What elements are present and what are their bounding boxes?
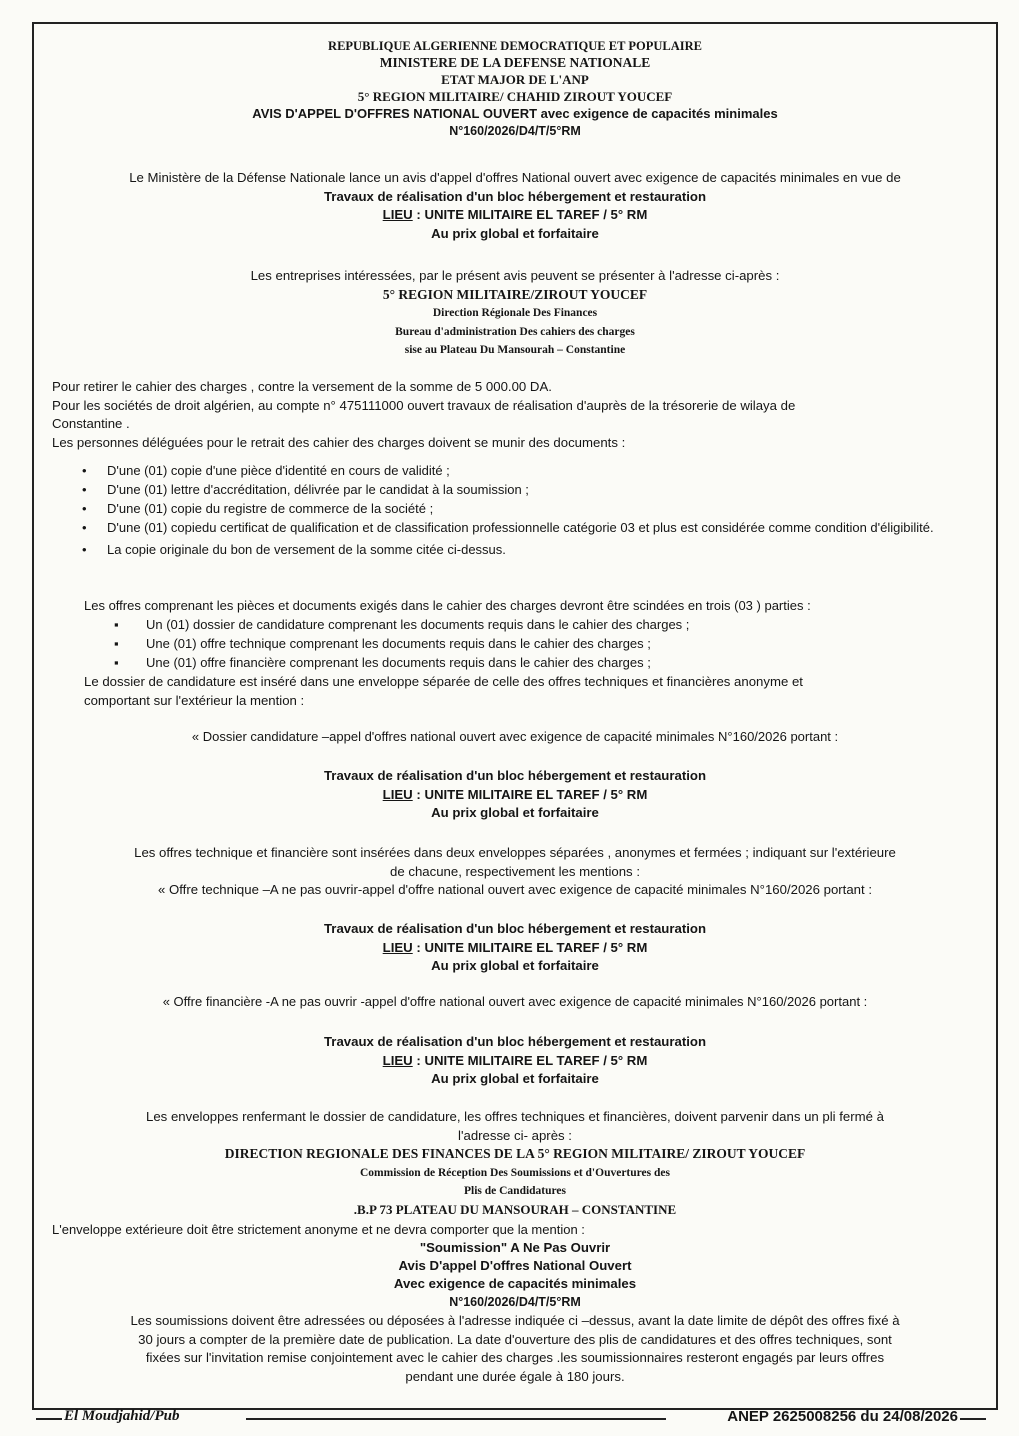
project-location bbox=[50, 1052, 980, 1071]
offers-list bbox=[52, 615, 982, 672]
footer-publication: El Moudjahid/Pub bbox=[64, 1408, 180, 1424]
footer-rule-left bbox=[36, 1418, 62, 1420]
project-lieu-value: : UNITE MILITAIRE EL TAREF / 5° RM bbox=[412, 939, 648, 955]
closing-line-3: fixées sur l'invitation remise conjointement avec le cahier des charges .les soumissionnaires resteront engagés par leurs offres bbox=[145, 1350, 885, 1365]
address-site: sise au Plateau Du Mansourah – Constantine bbox=[404, 344, 626, 356]
payment-paragraph bbox=[52, 378, 982, 452]
technical-offer-mention: « Offre technique –A ne pas ouvrir-appel d'offre national ouvert avec exigence de capacité minimales N°160/2026 portant : bbox=[157, 882, 872, 897]
delivery-line-1: Les enveloppes renfermant le dossier de candidature, les offres techniques et financières, doivent parvenir dans un pli fermé à bbox=[146, 1109, 884, 1124]
envelopes-line-1: Les offres technique et financière sont insérées dans deux enveloppes séparées , anonymes et fermées ; indiquant sur l'extérieure bbox=[134, 845, 896, 860]
address-direction: Direction Régionale Des Finances bbox=[432, 307, 598, 319]
mention-avis: Avis D'appel D'offres National Ouvert bbox=[398, 1258, 632, 1273]
financial-offer-mention: « Offre financière -A ne pas ouvrir -appel d'offre national ouvert avec exigence de capacité minimales N°160/2026 portant : bbox=[162, 994, 868, 1009]
header-ministry: MINISTERE DE LA DEFENSE NATIONALE bbox=[379, 55, 651, 70]
project-block-financial bbox=[50, 1033, 980, 1089]
header-notice-title: AVIS D'APPEL D'OFFRES NATIONAL OUVERT avec exigence de capacités minimales bbox=[252, 106, 778, 121]
document-item: • La copie originale du bon de versement de la somme citée ci-dessus. bbox=[52, 540, 982, 559]
address-intro: Les entreprises intéressées, par le présent avis peuvent se présenter à l'adresse ci-après : bbox=[250, 268, 780, 283]
project-location bbox=[50, 939, 980, 958]
document-item: • D'une (01) copie d'une pièce d'identité en cours de validité ; bbox=[52, 461, 982, 480]
closing-line-1: Les soumissions doivent être adressées ou déposées à l'adresse indiquée ci –dessus, avant la date limite de dépôt des offres fixé à bbox=[130, 1313, 900, 1328]
address-bureau: Bureau d'administration Des cahiers des charges bbox=[395, 325, 635, 338]
project-price: Au prix global et forfaitaire bbox=[431, 805, 599, 820]
document-item: • D'une (01) lettre d'accréditation, délivrée par le candidat à la soumission ; bbox=[52, 480, 982, 499]
dossier-instructions bbox=[84, 673, 974, 710]
project-lieu-label: LIEU bbox=[382, 939, 413, 955]
header bbox=[50, 38, 980, 140]
payment-account: Pour les sociétés de droit algérien, au compte n° 475111000 ouvert travaux de réalisation d'auprès de la trésorerie de wilaya de bbox=[52, 397, 796, 413]
project-block-dossier bbox=[50, 767, 980, 823]
header-notice-number: N°160/2026/D4/T/5°RM bbox=[449, 124, 581, 138]
closing-line-2: 30 jours a compter de la première date de publication. La date d'ouverture des plis de candidatures et des offres techniques, sont bbox=[138, 1331, 892, 1347]
project-location bbox=[50, 786, 980, 805]
intro bbox=[50, 169, 980, 243]
dossier-line-1: Le dossier de candidature est inséré dans une enveloppe séparée de celle des offres techniques et financières anonyme et bbox=[84, 674, 803, 689]
delivery-block bbox=[50, 1108, 980, 1219]
project-title: Travaux de réalisation d'un bloc hébergement et restauration bbox=[323, 768, 706, 783]
footer bbox=[36, 1408, 986, 1428]
document-item: • D'une (01) copie du registre de commerce de la société ; bbox=[52, 499, 982, 518]
outer-envelope-mention bbox=[50, 1239, 980, 1311]
mention-number: N°160/2026/D4/T/5°RM bbox=[449, 1295, 581, 1309]
address-region: 5° REGION MILITAIRE/ZIROUT YOUCEF bbox=[382, 286, 648, 302]
header-staff: ETAT MAJOR DE L'ANP bbox=[441, 72, 589, 87]
footer-anep-reference: ANEP 2625008256 du 24/08/2026 bbox=[727, 1408, 958, 1425]
outer-envelope-instructions: L'enveloppe extérieure doit être strictement anonyme et ne devra comporter que la mention : bbox=[52, 1222, 585, 1237]
envelopes-line-2: de chacune, respectivement les mentions : bbox=[390, 863, 640, 879]
intro-lieu-value: : UNITE MILITAIRE EL TAREF / 5° RM bbox=[412, 207, 648, 222]
project-lieu-label: LIEU bbox=[382, 786, 413, 802]
envelopes-instructions bbox=[50, 844, 980, 900]
document-item: • D'une (01) copiedu certificat de qualification et de classification professionnelle catégorie 03 et plus est considérée comme condition d'éligibilité. bbox=[52, 518, 982, 537]
offer-item: ▪ Un (01) dossier de candidature comprenant les documents requis dans le cahier des charges ; bbox=[52, 615, 982, 634]
header-region: 5° REGION MILITAIRE/ CHAHID ZIROUT YOUCEF bbox=[357, 89, 673, 104]
project-block-technical bbox=[50, 920, 980, 976]
offer-item: ▪ Une (01) offre financière comprenant les documents requis dans le cahier des charges ; bbox=[52, 653, 982, 672]
project-title: Travaux de réalisation d'un bloc hébergement et restauration bbox=[323, 1034, 706, 1049]
mention-exigence: Avec exigence de capacités minimales bbox=[393, 1276, 637, 1291]
project-lieu-value: : UNITE MILITAIRE EL TAREF / 5° RM bbox=[412, 1052, 648, 1068]
offers-intro: Les offres comprenant les pièces et documents exigés dans le cahier des charges devront être scindées en trois (03 ) parties : bbox=[84, 598, 811, 613]
delivery-commission: Commission de Réception Des Soumissions et d'Ouvertures des bbox=[360, 1166, 670, 1179]
project-lieu-value: : UNITE MILITAIRE EL TAREF / 5° RM bbox=[412, 786, 648, 802]
address-block bbox=[50, 267, 980, 360]
footer-rule-right bbox=[960, 1418, 986, 1420]
project-price: Au prix global et forfaitaire bbox=[431, 958, 599, 973]
project-price: Au prix global et forfaitaire bbox=[431, 1071, 599, 1086]
dossier-line-2: comportant sur l'extérieur la mention : bbox=[84, 692, 305, 708]
dossier-mention: « Dossier candidature –appel d'offres national ouvert avec exigence de capacité minimales N°160/2026 portant : bbox=[191, 729, 839, 744]
offer-item: ▪ Une (01) offre technique comprenant les documents requis dans le cahier des charges ; bbox=[52, 634, 982, 653]
project-lieu-label: LIEU bbox=[382, 1052, 413, 1068]
intro-project-title: Travaux de réalisation d'un bloc hébergement et restauration bbox=[323, 188, 706, 204]
payment-amount: Pour retirer le cahier des charges , contre la versement de la somme de 5 000.00 DA. bbox=[52, 379, 552, 394]
header-republic: REPUBLIQUE ALGERIENNE DEMOCRATIQUE ET POPULAIRE bbox=[328, 39, 702, 53]
payment-docs-intro: Les personnes déléguées pour le retrait des cahier des charges doivent se munir des documents : bbox=[52, 434, 626, 450]
delivery-plis: Plis de Candidatures bbox=[463, 1185, 567, 1197]
intro-text: Le Ministère de la Défense Nationale lance un avis d'appel d'offres National ouvert avec exigence de capacités minimales en vue de bbox=[129, 170, 901, 185]
project-title: Travaux de réalisation d'un bloc hébergement et restauration bbox=[323, 921, 706, 936]
closing-paragraph bbox=[50, 1312, 980, 1386]
delivery-bp: .B.P 73 PLATEAU DU MANSOURAH – CONSTANTINE bbox=[353, 1201, 677, 1217]
mention-soumission: "Soumission" A Ne Pas Ouvrir bbox=[419, 1240, 611, 1255]
closing-line-4: pendant une durée égale à 180 jours. bbox=[405, 1368, 625, 1384]
payment-city: Constantine . bbox=[52, 416, 130, 431]
intro-location bbox=[50, 206, 980, 225]
delivery-line-2: l'adresse ci- après : bbox=[458, 1127, 572, 1143]
footer-rule-middle bbox=[246, 1418, 666, 1420]
intro-price: Au prix global et forfaitaire bbox=[431, 225, 599, 241]
documents-list bbox=[52, 461, 982, 559]
delivery-direction: DIRECTION REGIONALE DES FINANCES DE LA 5° REGION MILITAIRE/ ZIROUT YOUCEF bbox=[224, 1146, 806, 1161]
intro-lieu-label: LIEU bbox=[382, 207, 413, 222]
